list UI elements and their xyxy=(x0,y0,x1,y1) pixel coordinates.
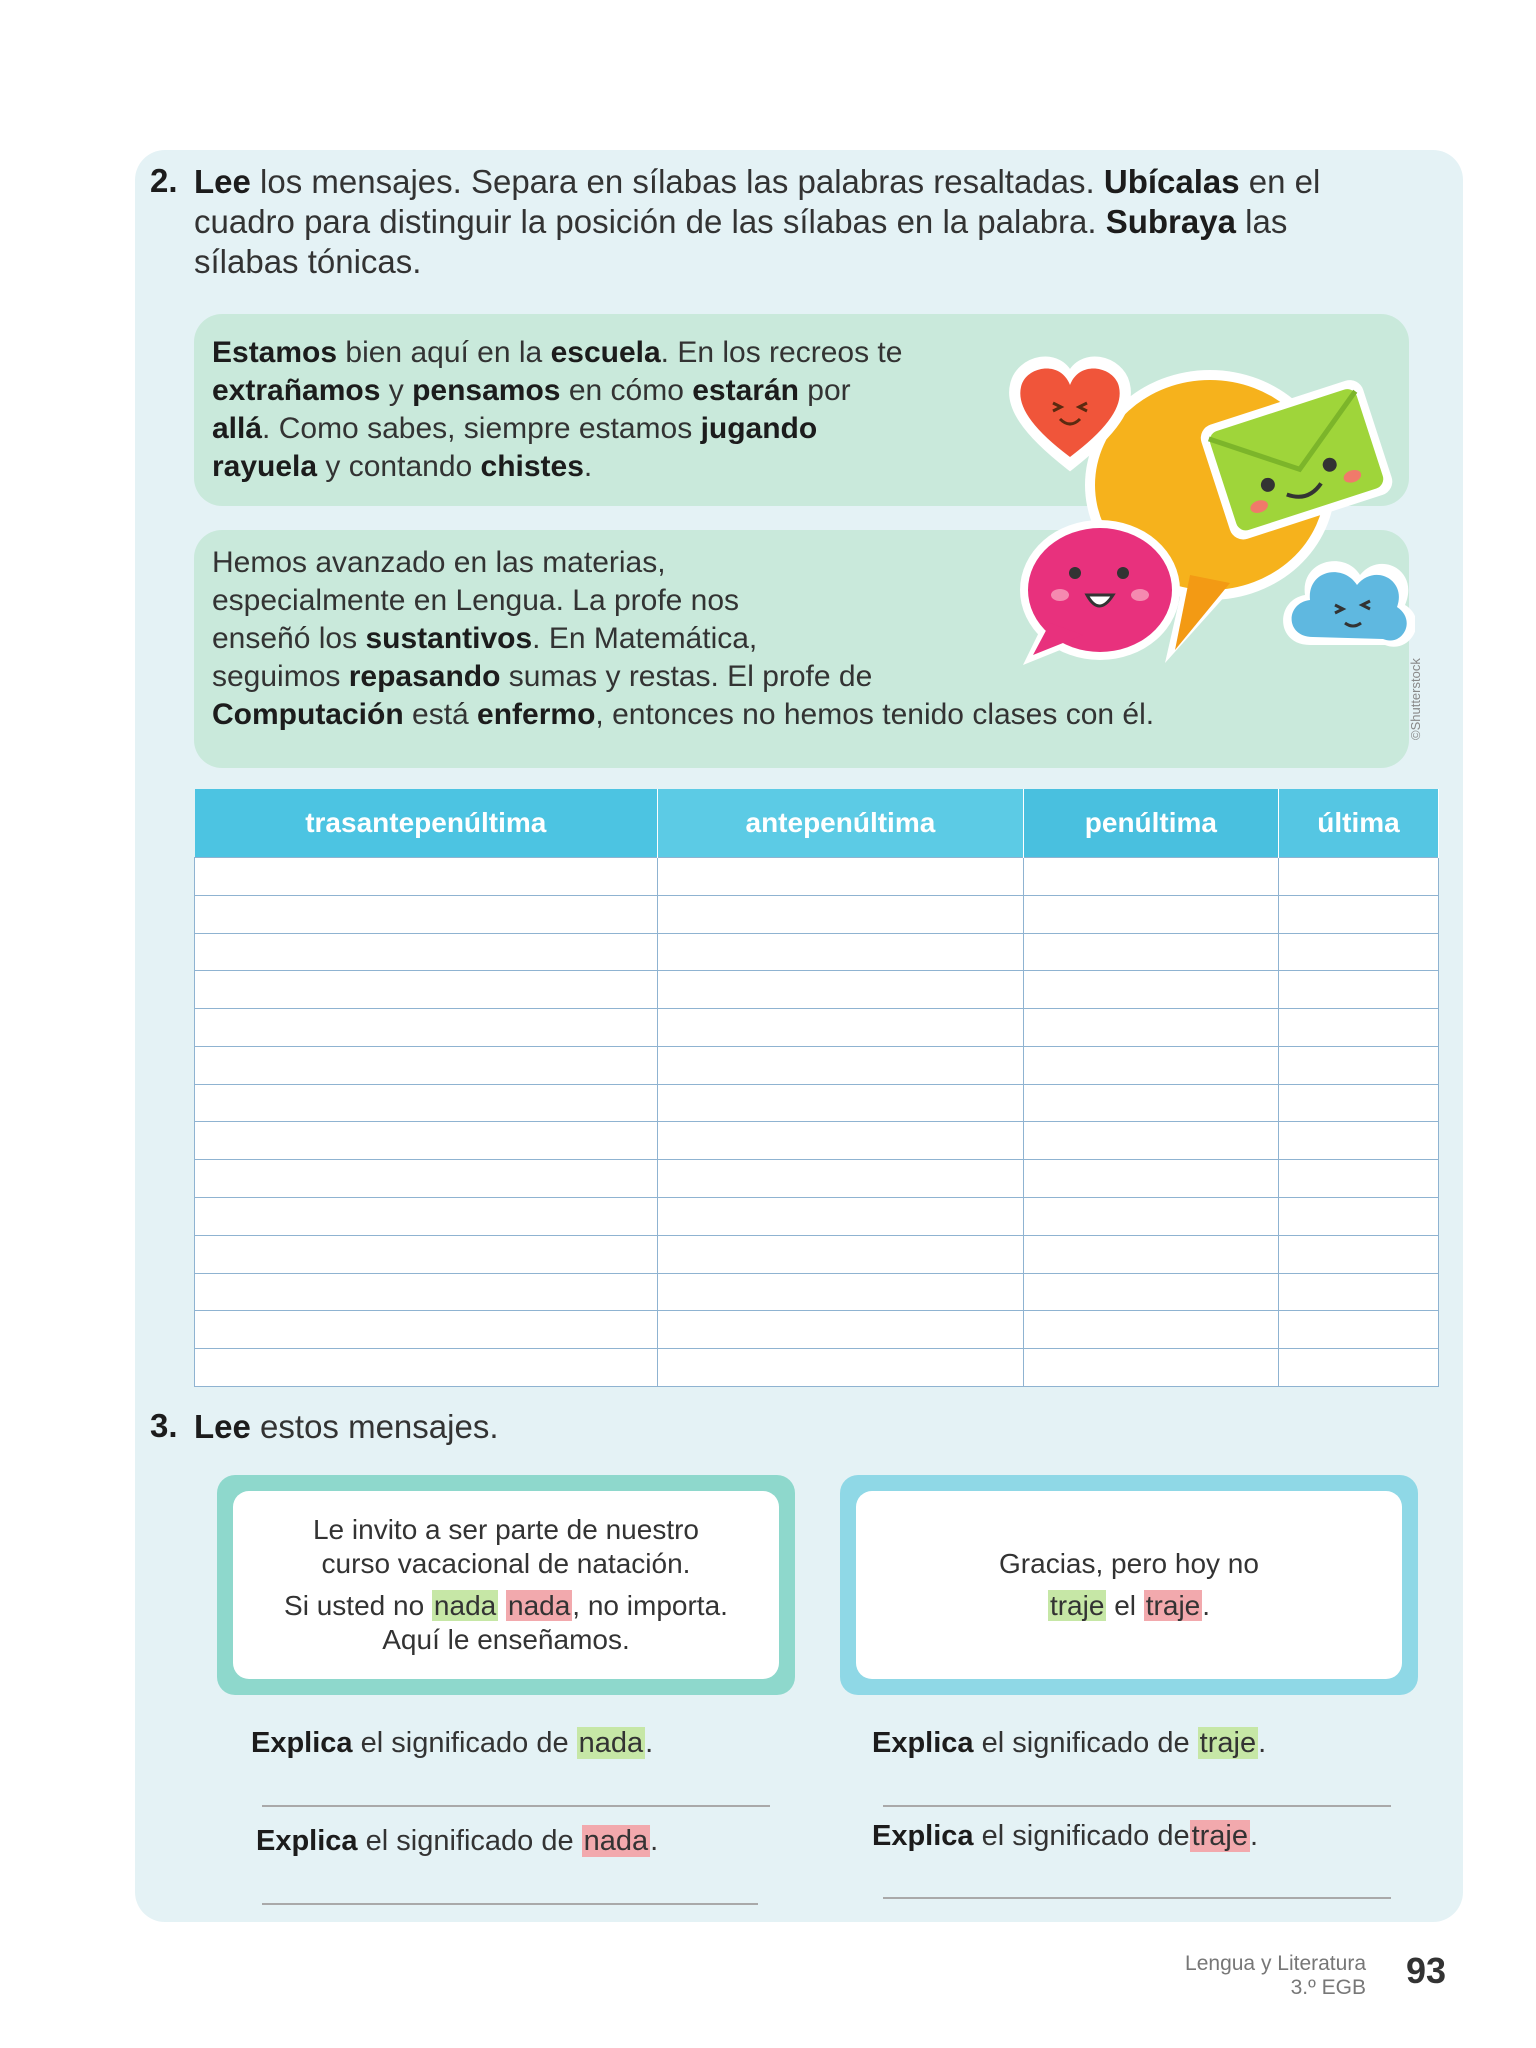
table-cell[interactable] xyxy=(195,1273,658,1311)
table-cell[interactable] xyxy=(195,933,658,971)
header-ultima: última xyxy=(1279,789,1439,858)
answer-line-2[interactable] xyxy=(262,1903,758,1905)
explain-prompt-4: Explica el significado detraje. xyxy=(872,1820,1259,1852)
table-row xyxy=(195,1273,1439,1311)
table-cell[interactable] xyxy=(658,1198,1024,1236)
table-cell[interactable] xyxy=(195,858,658,896)
question-3-number: 3. xyxy=(150,1407,178,1444)
table-cell[interactable] xyxy=(1279,1349,1439,1387)
q2-line-1: Lee los mensajes. Separa en sílabas las palabras resaltadas. Ubícalas en el xyxy=(194,163,1321,200)
table-cell[interactable] xyxy=(195,1311,658,1349)
footer-subject-name: Lengua y Literatura xyxy=(1185,1952,1366,1975)
syllable-table xyxy=(194,789,1439,1387)
table-cell[interactable] xyxy=(1279,1046,1439,1084)
table-cell[interactable] xyxy=(195,1084,658,1122)
emoji-messages-illustration xyxy=(1005,345,1415,675)
question-3-instructions: Lee estos mensajes. xyxy=(194,1408,499,1445)
message-1-line: extrañamos y pensamos en cómo estarán por xyxy=(212,374,851,407)
message-2-line: Computación está enfermo, entonces no hemos tenido clases con él. xyxy=(212,698,1155,731)
table-cell[interactable] xyxy=(1023,858,1278,896)
table-cell[interactable] xyxy=(658,1273,1024,1311)
card-left-text: Si usted no nada nada, no importa. Aquí le enseñamos. xyxy=(284,1590,728,1655)
table-header-row xyxy=(195,789,1439,858)
table-row xyxy=(195,1046,1439,1084)
table-cell[interactable] xyxy=(658,895,1024,933)
answer-line-3[interactable] xyxy=(883,1805,1391,1807)
table-cell[interactable] xyxy=(658,1235,1024,1273)
table-cell[interactable] xyxy=(658,1084,1024,1122)
table-cell[interactable] xyxy=(1279,1311,1439,1349)
message-card-right xyxy=(840,1475,1418,1695)
table-row xyxy=(195,1009,1439,1047)
table-cell[interactable] xyxy=(195,1349,658,1387)
table-cell[interactable] xyxy=(1279,1198,1439,1236)
message-2-line: especialmente en Lengua. La profe nos xyxy=(212,584,740,617)
page-number: 93 xyxy=(1406,1950,1447,1991)
table-cell[interactable] xyxy=(658,1311,1024,1349)
answer-line-4[interactable] xyxy=(883,1897,1391,1899)
table-cell[interactable] xyxy=(658,971,1024,1009)
image-credit: ©Shutterstock xyxy=(1408,658,1423,740)
table-cell[interactable] xyxy=(1279,1235,1439,1273)
table-row xyxy=(195,1349,1439,1387)
table-cell[interactable] xyxy=(195,1009,658,1047)
card-right-text: traje el traje. xyxy=(1049,1590,1211,1621)
table-cell[interactable] xyxy=(195,1122,658,1160)
table-cell[interactable] xyxy=(1279,858,1439,896)
table-cell[interactable] xyxy=(1023,971,1278,1009)
table-cell[interactable] xyxy=(1279,1084,1439,1122)
table-cell[interactable] xyxy=(195,1235,658,1273)
table-cell[interactable] xyxy=(658,858,1024,896)
explain-prompt-1: Explica el significado de nada. xyxy=(251,1727,654,1759)
table-cell[interactable] xyxy=(1023,1160,1278,1198)
message-card-left xyxy=(217,1475,795,1695)
table-cell[interactable] xyxy=(1023,1122,1278,1160)
table-row xyxy=(195,1122,1439,1160)
explain-prompt-2: Explica el significado de nada. xyxy=(256,1825,659,1857)
table-cell[interactable] xyxy=(1023,1084,1278,1122)
q2-line-2: cuadro para distinguir la posición de las sílabas en la palabra. Subraya las xyxy=(194,203,1288,240)
table-cell[interactable] xyxy=(1023,1046,1278,1084)
cloud-emoji-icon xyxy=(1283,561,1415,647)
q2-line-3: sílabas tónicas. xyxy=(194,243,422,280)
table-row xyxy=(195,1311,1439,1349)
message-1-line: allá. Como sabes, siempre estamos jugando xyxy=(212,412,818,445)
header-antepenultima: antepenúltima xyxy=(658,789,1024,858)
table-cell[interactable] xyxy=(1023,895,1278,933)
table-cell[interactable] xyxy=(1279,971,1439,1009)
table-row xyxy=(195,1198,1439,1236)
card-right-text: Gracias, pero hoy no xyxy=(999,1548,1259,1579)
table-cell[interactable] xyxy=(1023,1235,1278,1273)
table-cell[interactable] xyxy=(1023,1273,1278,1311)
pink-bubble-emoji-icon xyxy=(1020,520,1180,665)
table-cell[interactable] xyxy=(1023,1311,1278,1349)
header-trasantepenultima: trasantepenúltima xyxy=(195,789,658,858)
table-cell[interactable] xyxy=(1279,1009,1439,1047)
table-row xyxy=(195,933,1439,971)
table-cell[interactable] xyxy=(1279,1160,1439,1198)
table-cell[interactable] xyxy=(658,1122,1024,1160)
message-1-line: Estamos bien aquí en la escuela. En los recreos te xyxy=(212,336,903,369)
question-2-instructions xyxy=(194,162,1454,282)
table-cell[interactable] xyxy=(658,1046,1024,1084)
message-1-line: rayuela y contando chistes. xyxy=(212,450,593,483)
table-cell[interactable] xyxy=(1279,895,1439,933)
table-row xyxy=(195,971,1439,1009)
table-cell[interactable] xyxy=(1279,1122,1439,1160)
table-cell[interactable] xyxy=(1023,1009,1278,1047)
table-cell[interactable] xyxy=(195,971,658,1009)
footer-grade: 3.º EGB xyxy=(1290,1976,1366,1999)
table-cell[interactable] xyxy=(195,895,658,933)
message-2-line: Hemos avanzado en las materias, xyxy=(212,546,666,579)
explain-prompt-3: Explica el significado de traje. xyxy=(872,1727,1267,1759)
table-cell[interactable] xyxy=(195,1198,658,1236)
table-cell[interactable] xyxy=(658,933,1024,971)
table-cell[interactable] xyxy=(1023,1198,1278,1236)
message-2-line: seguimos repasando sumas y restas. El profe de xyxy=(212,660,873,693)
table-row xyxy=(195,1235,1439,1273)
table-cell[interactable] xyxy=(658,1009,1024,1047)
answer-line-1[interactable] xyxy=(262,1805,770,1807)
table-body xyxy=(195,858,1439,1387)
footer-subject xyxy=(1185,1952,1366,2000)
table-cell[interactable] xyxy=(658,1349,1024,1387)
table-cell[interactable] xyxy=(1279,933,1439,971)
header-penultima: penúltima xyxy=(1023,789,1278,858)
table-cell[interactable] xyxy=(1023,933,1278,971)
table-cell[interactable] xyxy=(195,1160,658,1198)
question-2-number: 2. xyxy=(150,162,178,199)
message-2-line: enseñó los sustantivos. En Matemática, xyxy=(212,622,758,655)
card-left-text: Le invito a ser parte de nuestro curso vacacional de natación. xyxy=(312,1514,699,1579)
table-cell[interactable] xyxy=(1023,1349,1278,1387)
table-cell[interactable] xyxy=(1279,1273,1439,1311)
table-row xyxy=(195,1160,1439,1198)
table-row xyxy=(195,1084,1439,1122)
table-row xyxy=(195,858,1439,896)
table-cell[interactable] xyxy=(195,1046,658,1084)
table-row xyxy=(195,895,1439,933)
table-cell[interactable] xyxy=(658,1160,1024,1198)
